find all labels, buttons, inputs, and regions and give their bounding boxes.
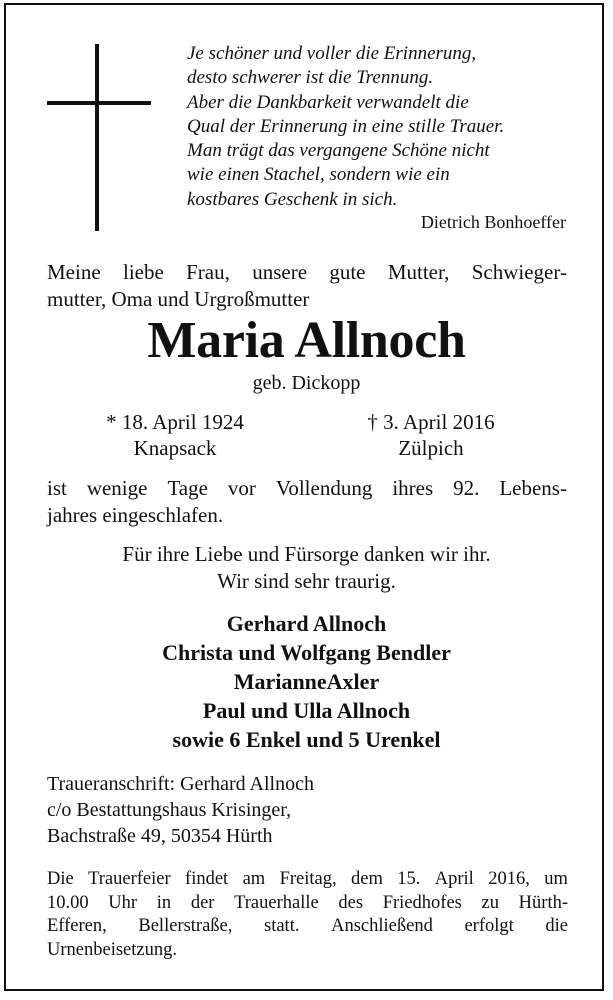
passing-line-1: [47, 475, 567, 502]
address-line: Bachstraße 49, 50354 Hürth: [47, 825, 273, 847]
intro-word: Meine: [47, 260, 101, 284]
thanks-text: [0, 541, 613, 595]
intro-text: [47, 259, 567, 313]
service-word: Trauerhalle: [234, 892, 319, 913]
service-word: dem: [351, 869, 383, 889]
quote-line: Je schöner und voller die Erinnerung,: [187, 43, 477, 64]
intro-word: Mutter,: [387, 260, 450, 284]
passing-word: Tage: [167, 476, 208, 500]
passing-word: vor: [227, 476, 256, 500]
passing-text: [47, 475, 567, 529]
service-word: der: [190, 892, 215, 913]
service-word: Die: [47, 869, 74, 889]
quote-block: [187, 42, 572, 212]
service-word: die: [545, 916, 568, 936]
mourner-name: Christa und Wolfgang Bendler: [162, 640, 451, 665]
mourners-list: [0, 609, 613, 754]
mourner-name: MarianneAxler: [233, 669, 380, 694]
cross-icon: [47, 44, 151, 231]
intro-word: unsere: [252, 260, 308, 284]
maiden-name: geb. Dickopp: [252, 372, 361, 394]
mourner-name: sowie 6 Enkel und 5 Urenkel: [172, 727, 441, 752]
birth-info: [90, 409, 260, 461]
death-info: [348, 409, 514, 461]
intro-line-1: [47, 259, 567, 286]
address-line: Traueranschrift: Gerhard Allnoch: [47, 773, 314, 795]
thanks-line-2: Wir sind sehr traurig.: [217, 569, 396, 593]
mourning-address: [47, 771, 314, 849]
passing-word: Vollendung: [275, 476, 373, 500]
intro-word: gute: [329, 260, 366, 284]
service-word: findet: [185, 869, 229, 889]
intro-word: Schwieger-: [471, 260, 567, 284]
service-word: erfolgt: [464, 916, 514, 936]
service-word: in: [156, 892, 172, 913]
service-last-line: Urnenbeisetzung.: [47, 939, 177, 960]
quote-line: Man trägt das vergangene Schöne nicht: [187, 140, 490, 162]
service-word: Efferen,: [47, 916, 107, 936]
death-place: Zülpich: [398, 436, 464, 460]
passing-word: ist: [47, 476, 67, 500]
service-word: statt.: [264, 916, 300, 936]
service-word: Anschließend: [331, 916, 433, 936]
passing-word: 92.: [453, 476, 480, 500]
service-word: 2016,: [488, 869, 530, 889]
service-word: Bellerstraße,: [138, 916, 233, 936]
deceased-name: Maria Allnoch: [147, 312, 466, 369]
service-word: Uhr: [108, 892, 138, 913]
service-word: um: [544, 869, 568, 889]
service-word: 10.00: [47, 892, 89, 913]
death-date: † 3. April 2016: [367, 410, 495, 434]
service-word: Friedhofes: [382, 892, 462, 913]
service-word: des: [338, 892, 364, 913]
birth-place: Knapsack: [133, 436, 217, 460]
mourner-name: Paul und Ulla Allnoch: [202, 698, 411, 723]
quote-line: kostbares Geschenk in sich.: [187, 188, 398, 210]
passing-word: ihres: [392, 476, 434, 500]
quote-author: Dietrich Bonhoeffer: [420, 212, 566, 232]
service-word: zu: [481, 892, 499, 913]
service-line: [47, 868, 568, 892]
quote-line: desto schwerer ist die Trennung.: [187, 67, 434, 89]
passing-word: wenige: [86, 476, 148, 500]
quote-line: wie einen Stachel, sondern wie ein: [187, 164, 450, 186]
passing-word: Lebens-: [499, 476, 567, 500]
service-line: [47, 915, 568, 939]
birth-date: * 18. April 1924: [106, 410, 244, 434]
intro-word: liebe: [122, 260, 164, 284]
service-word: 15.: [397, 869, 421, 889]
address-line: c/o Bestattungshaus Krisinger,: [47, 799, 292, 821]
passing-line-2: jahres eingeschlafen.: [47, 503, 224, 527]
service-word: Freitag,: [279, 869, 337, 889]
service-word: am: [242, 869, 266, 889]
service-word: Trauerfeier: [88, 869, 171, 889]
quote-line: Qual der Erinnerung in eine stille Trauer.: [187, 115, 505, 137]
quote-line: Aber die Dankbarkeit verwandelt die: [187, 91, 469, 113]
service-line: [47, 892, 568, 916]
service-word: April: [434, 869, 474, 889]
intro-line-2: mutter, Oma und Urgroßmutter: [47, 287, 310, 311]
service-details: [47, 868, 568, 962]
thanks-line-1: Für ihre Liebe und Fürsorge danken wir ihr.: [122, 542, 491, 566]
service-word: Hürth-: [518, 892, 568, 913]
intro-word: Frau,: [186, 260, 230, 284]
mourner-name: Gerhard Allnoch: [226, 611, 387, 636]
